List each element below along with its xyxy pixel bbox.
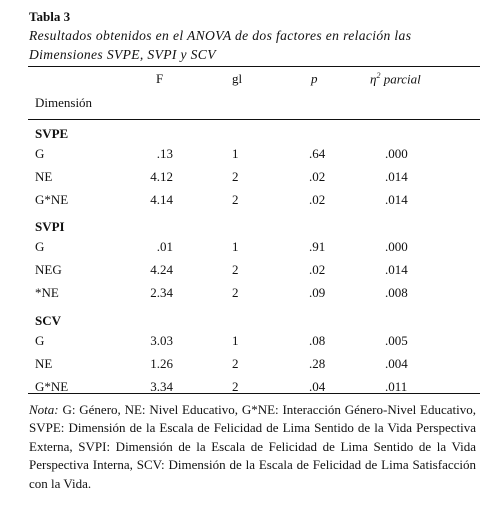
dimension-header: Dimensión [35, 95, 93, 110]
table-note [29, 401, 476, 493]
table-row [0, 239, 495, 257]
p-value-cell: .02 [309, 262, 326, 277]
table-row [0, 146, 495, 164]
row-label-cell: NEG [35, 262, 62, 277]
table-row [0, 169, 495, 187]
f-value-cell: .13 [156, 146, 173, 161]
f-value-cell: 4.12 [150, 169, 173, 184]
column-header-f: F [156, 71, 164, 86]
row-label-cell: G*NE [35, 192, 69, 207]
caption-line-1: Resultados obtenidos en el ANOVA de dos factores en relación las [29, 28, 412, 43]
gl-value-cell: 2 [232, 285, 239, 300]
f-value-cell: .01 [156, 239, 173, 254]
table-row [0, 333, 495, 351]
table-label: Tabla 3 [29, 9, 71, 24]
row-label-cell: G [35, 146, 45, 161]
p-value-cell: .02 [309, 192, 326, 207]
row-label-cell: *NE [35, 285, 59, 300]
p-value-cell: .02 [309, 169, 326, 184]
header-rule [28, 119, 480, 120]
column-header-eta-partial [370, 71, 421, 87]
eta-value-cell: .008 [385, 285, 408, 300]
eta-value-cell: .014 [385, 262, 408, 277]
f-value-cell: 4.24 [150, 262, 173, 277]
gl-value-cell: 1 [232, 239, 239, 254]
eta-value-cell: .011 [385, 379, 408, 394]
gl-value-cell: 2 [232, 192, 239, 207]
row-label-cell: G*NE [35, 379, 69, 394]
eta-value-cell: .014 [385, 192, 408, 207]
row-label-cell: G [35, 333, 45, 348]
note-label: Nota: [29, 402, 59, 417]
eta-value-cell: .005 [385, 333, 408, 348]
table-row [0, 379, 495, 397]
column-header-p: p [311, 71, 318, 86]
top-rule [28, 66, 480, 67]
note-text: G: Género, NE: Nivel Educativo, G*NE: Interacción Género-Nivel Educativo, SVPE: Dimensión de la Escala de Felicidad de Lima Sentido de la Vida Perspectiva Externa, SVPI: Dimensión de la Escala de Felicidad de Lima Sentido de la Vida Perspectiva Interna, SCV: Dimensión de la Escala de Felicidad de Lima Satisfacción con la Vida. [29, 402, 476, 491]
table-row [0, 285, 495, 303]
p-value-cell: .64 [309, 146, 326, 161]
p-value-cell: .09 [309, 285, 326, 300]
f-value-cell: 3.34 [150, 379, 173, 394]
caption-line-2: Dimensiones SVPE, SVPI y SCV [29, 47, 216, 62]
eta-label: parcial [380, 71, 421, 87]
column-header-gl: gl [232, 71, 243, 86]
eta-value-cell: .004 [385, 356, 408, 371]
section-title: SVPI [35, 219, 65, 234]
p-value-cell: .04 [309, 379, 326, 394]
table-caption [29, 26, 479, 64]
eta-value-cell: .000 [385, 239, 408, 254]
section-title: SVPE [35, 126, 69, 141]
section-title: SCV [35, 313, 62, 328]
f-value-cell: 4.14 [150, 192, 173, 207]
gl-value-cell: 2 [232, 262, 239, 277]
f-value-cell: 3.03 [150, 333, 173, 348]
eta-superscript: 2 [376, 71, 381, 80]
bottom-rule [28, 393, 480, 394]
row-label-cell: NE [35, 169, 53, 184]
table-row [0, 356, 495, 374]
f-value-cell: 2.34 [150, 285, 173, 300]
p-value-cell: .08 [309, 333, 326, 348]
table-row [0, 262, 495, 280]
f-value-cell: 1.26 [150, 356, 173, 371]
gl-value-cell: 1 [232, 146, 239, 161]
gl-value-cell: 1 [232, 333, 239, 348]
table-row [0, 192, 495, 210]
gl-value-cell: 2 [232, 356, 239, 371]
row-label-cell: G [35, 239, 45, 254]
gl-value-cell: 2 [232, 169, 239, 184]
row-label-cell: NE [35, 356, 53, 371]
eta-value-cell: .014 [385, 169, 408, 184]
p-value-cell: .28 [309, 356, 326, 371]
eta-value-cell: .000 [385, 146, 408, 161]
eta-symbol: η [370, 71, 377, 87]
gl-value-cell: 2 [232, 379, 239, 394]
p-value-cell: .91 [309, 239, 326, 254]
